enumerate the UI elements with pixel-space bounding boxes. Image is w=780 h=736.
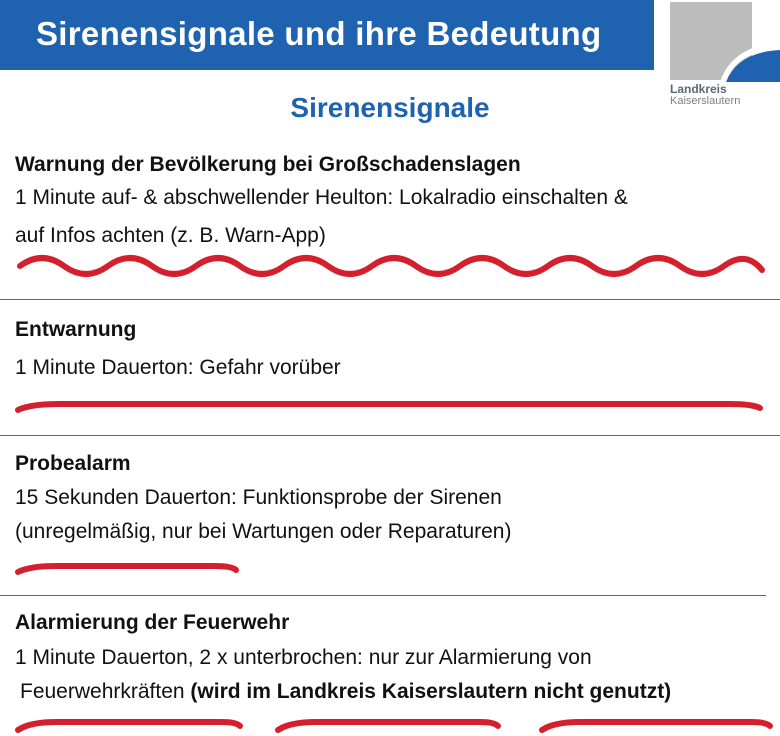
- signal-description: [15, 480, 767, 515]
- signal-description: [15, 350, 767, 385]
- short-line-icon: [0, 558, 780, 582]
- logo-text-kaiserslautern: Kaiserslautern: [670, 95, 741, 107]
- signal-desc-line2-bold: (wird im Landkreis Kaiserslautern nicht genutzt): [190, 680, 672, 703]
- signal-description-2: [20, 674, 772, 709]
- signal-title: Alarmierung der Feuerwehr: [15, 611, 290, 634]
- wavy-line-icon: [0, 250, 780, 290]
- logo-arc-icon: [668, 2, 780, 82]
- logo-text-landkreis: Landkreis: [670, 82, 727, 96]
- signal-desc-line1: 1 Minute Dauerton, 2 x unterbrochen: nur zur Alarmierung von: [15, 646, 592, 669]
- header-bar: [0, 0, 654, 70]
- divider: [0, 299, 780, 300]
- signal-desc-line1: 1 Minute auf- & abschwellender Heulton: Lokalradio einschalten &: [15, 186, 628, 209]
- divider: [0, 595, 766, 596]
- signal-desc-line2: (unregelmäßig, nur bei Wartungen oder Reparaturen): [15, 520, 512, 543]
- signal-title: Probealarm: [15, 452, 131, 475]
- signal-title: Warnung der Bevölkerung bei Großschadenslagen: [15, 153, 521, 176]
- interrupted-line-icon: [0, 716, 780, 736]
- continuous-line-icon: [0, 396, 780, 420]
- divider: [0, 435, 780, 436]
- signal-description-2: [15, 218, 767, 253]
- signal-desc-line2: auf Infos achten (z. B. Warn-App): [15, 224, 326, 247]
- signal-desc-line1: 1 Minute Dauerton: Gefahr vorüber: [15, 356, 341, 379]
- signal-desc-line2-normal: Feuerwehrkräften: [20, 680, 191, 703]
- page-title: Sirenensignale und ihre Bedeutung: [36, 15, 602, 52]
- section-heading: Sirenensignale: [290, 92, 490, 123]
- signal-desc-line1: 15 Sekunden Dauerton: Funktionsprobe der Sirenen: [15, 486, 502, 509]
- signal-description-2: [15, 514, 767, 549]
- signal-title: Entwarnung: [15, 318, 137, 341]
- signal-description: [15, 640, 767, 675]
- signal-description: [15, 180, 767, 215]
